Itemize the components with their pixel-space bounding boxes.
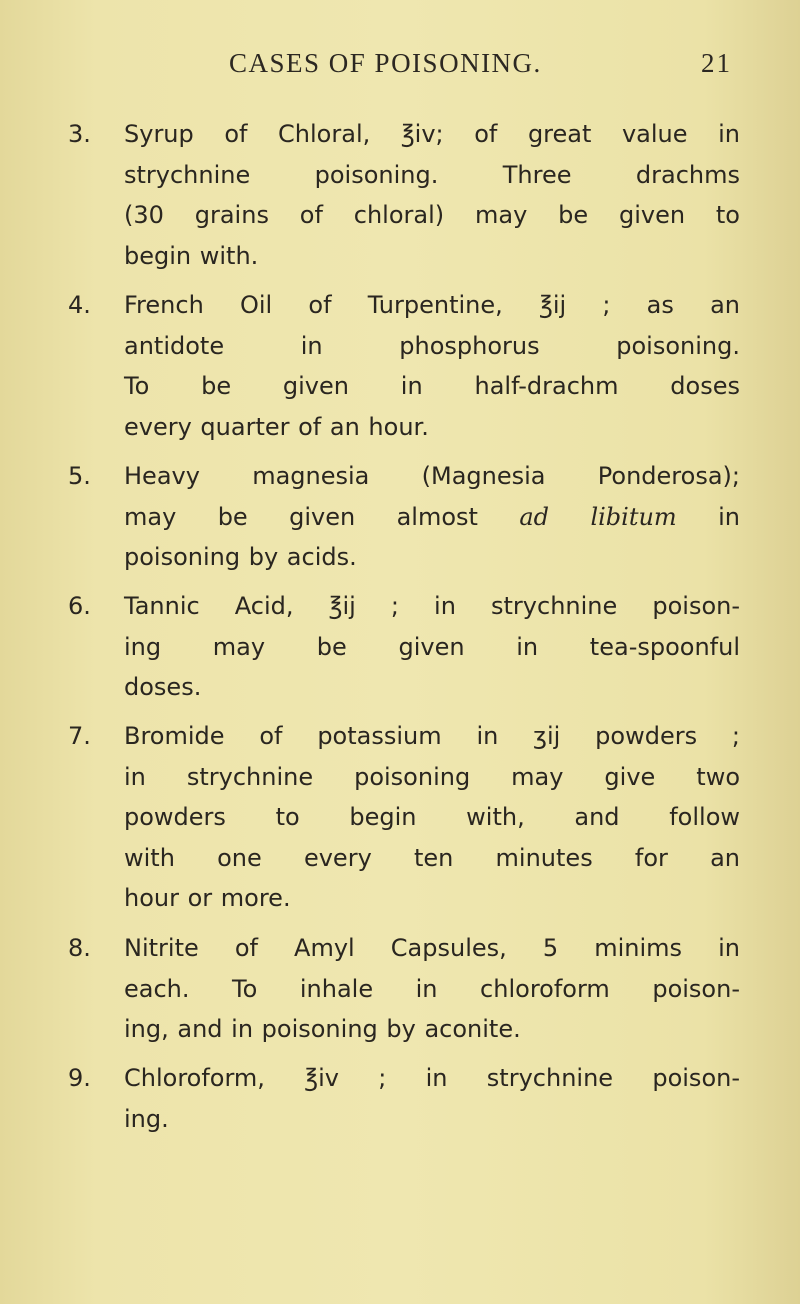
item-text-line: doses.	[124, 673, 202, 701]
item-text-line: powders to begin with, and follow	[124, 803, 740, 831]
item-text-line: in strychnine poisoning may give two	[124, 762, 740, 791]
item-text-line: strychnine poisoning. Three drachms	[124, 160, 740, 189]
item-text-line	[124, 497, 740, 538]
item-text-line: begin with.	[124, 241, 259, 270]
item-text-line: with one every ten minutes for an	[124, 843, 740, 872]
item-number: 3.	[68, 120, 91, 148]
item-number: 6.	[68, 592, 91, 620]
list-item	[68, 114, 740, 276]
list-item	[68, 716, 740, 919]
running-head	[0, 48, 800, 88]
list-item	[68, 1058, 740, 1139]
item-text-line: Nitrite of Amyl Capsules, 5 minims in	[124, 934, 740, 962]
item-text-line: every quarter of an hour.	[124, 412, 429, 441]
item-text-line: To be given in half-drachm doses	[124, 372, 740, 400]
item-number: 7.	[68, 722, 91, 750]
list-item	[68, 285, 740, 447]
item-text-line: Tannic Acid, ℥ij ; in strychnine poison-	[124, 592, 740, 620]
item-text-line: Bromide of potassium in ʒij powders ;	[124, 722, 740, 750]
item-number: 5.	[68, 462, 91, 490]
item-text-line: Heavy magnesia (Magnesia Ponderosa);	[124, 462, 740, 490]
item-number: 9.	[68, 1064, 91, 1092]
item-number: 4.	[68, 291, 91, 319]
item-text-line: Syrup of Chloral, ℥iv; of great value in	[124, 120, 740, 148]
item-text-line: hour or more.	[124, 884, 291, 912]
list-item	[68, 586, 740, 708]
item-text-line: poisoning by acids.	[124, 543, 357, 571]
running-title: CASES OF POISONING.	[229, 48, 542, 78]
item-text-line: ing, and in poisoning by aconite.	[124, 1015, 521, 1043]
item-text-fragment: in	[676, 502, 740, 531]
item-text-italic: ad libitum	[519, 502, 677, 531]
item-text-line: (30 grains of chloral) may be given to	[124, 201, 740, 229]
item-number: 8.	[68, 934, 91, 962]
item-text-line: Chloroform, ℥iv ; in strychnine poison-	[124, 1064, 740, 1092]
item-text-line: French Oil of Turpentine, ℥ij ; as an	[124, 291, 740, 319]
item-text-line: each. To inhale in chloroform poison-	[124, 974, 740, 1003]
item-text-line: antidote in phosphorus poisoning.	[124, 331, 740, 360]
item-text-fragment: may be given almost	[124, 502, 520, 531]
item-text-line: ing.	[124, 1104, 169, 1133]
list-item	[68, 928, 740, 1050]
list-item	[68, 456, 740, 578]
page-number: 21	[701, 48, 732, 78]
item-text-line: ing may be given in tea-spoonful	[124, 632, 740, 661]
